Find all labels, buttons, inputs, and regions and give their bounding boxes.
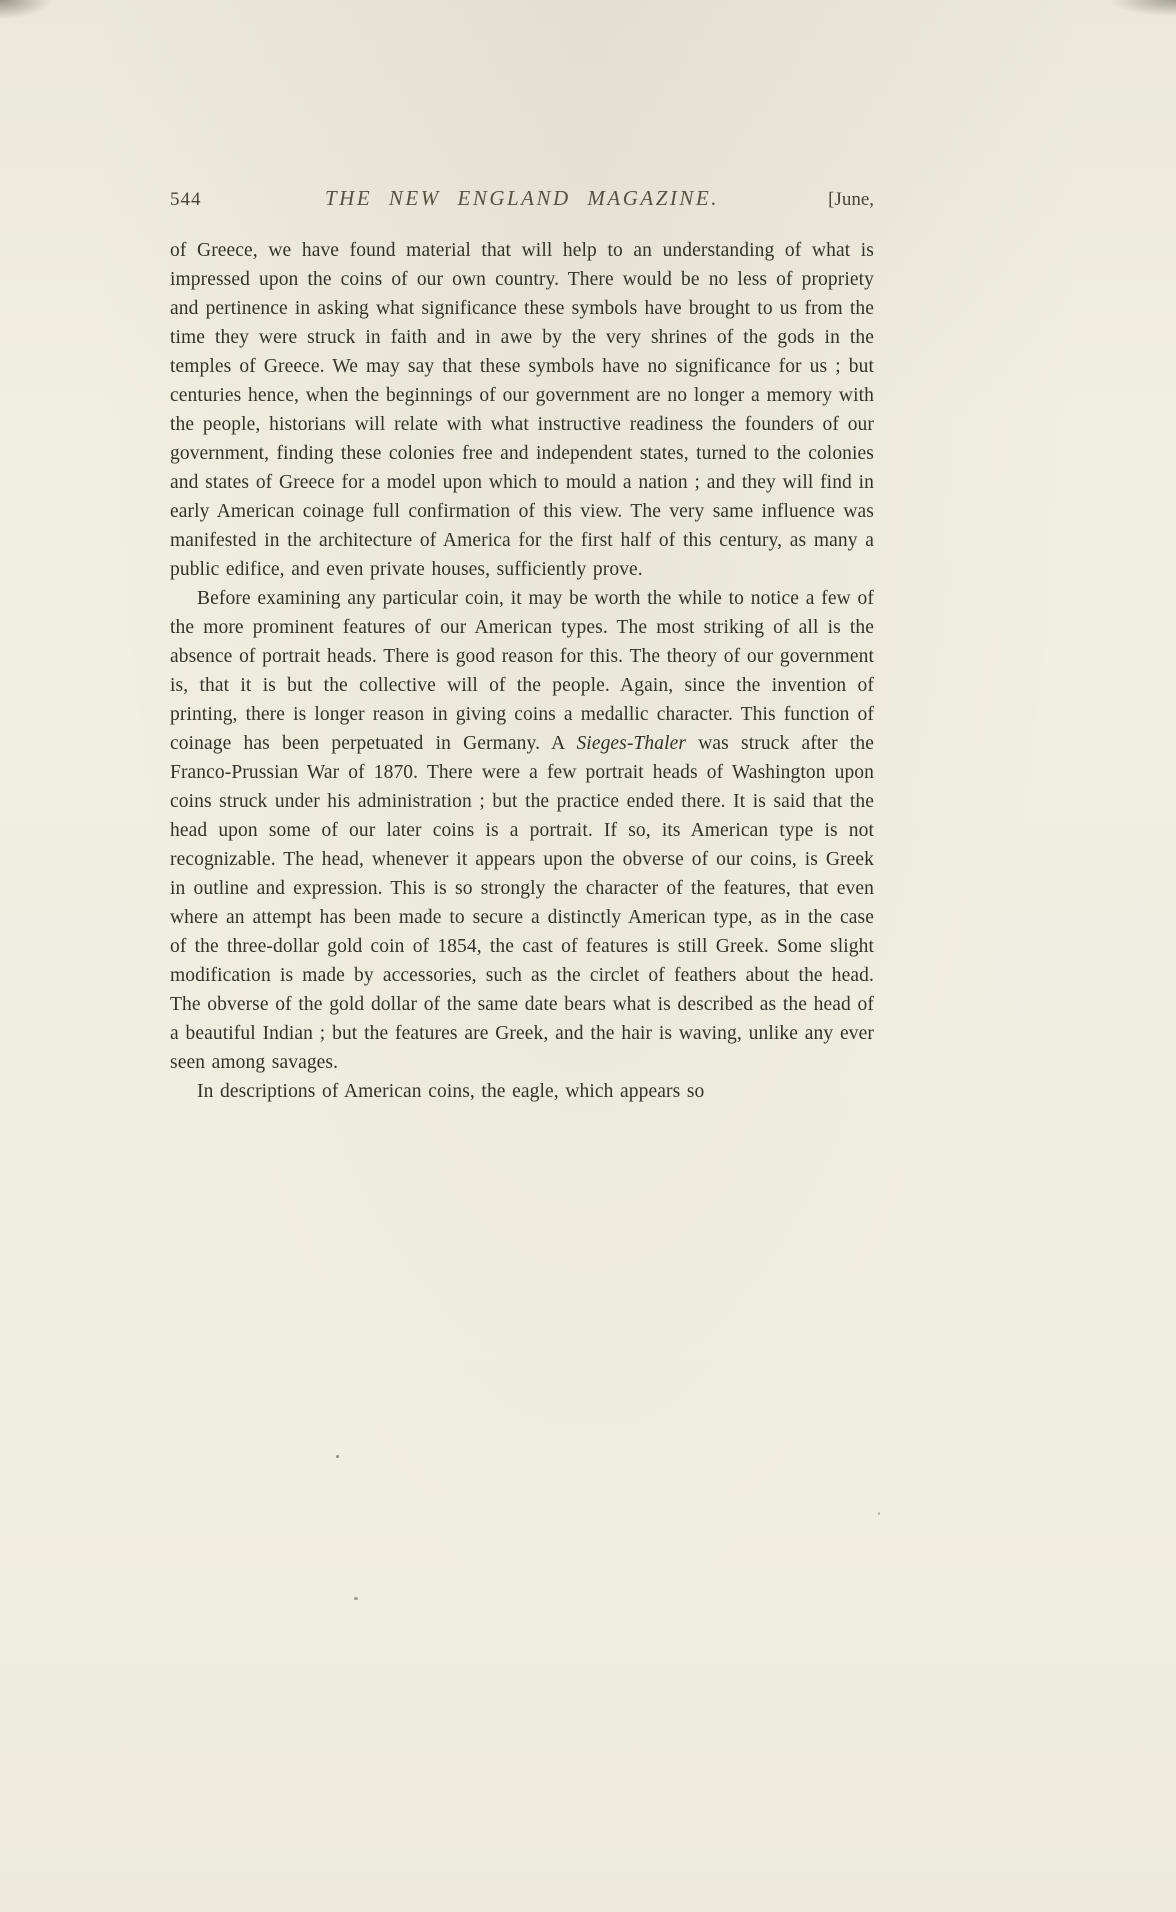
page-header [170,186,874,211]
paragraph-text-italic: Sieges-Thaler [576,733,687,754]
paragraph-text: In descriptions of American coins, the eagle, which appears so [197,1081,705,1102]
page-body [170,236,874,1106]
paragraph-text: of Greece, we have found material that will help to an understanding of what is impressed upon the coins of our own country. There would be no less of propriety and pertinence in asking what significance these symbols have brought to us from the time they were struck in faith and in awe by the very shrines of the gods in the temples of Greece. We may say that these symbols have no significance for us ; but centuries hence, when the beginnings of our government are no longer a memory with the people, historians will relate with what instructive readiness the founders of our government, finding these colonies free and independent states, turned to the colonies and states of Greece for a model upon which to mould a nation ; and they will find in early American coinage full confirmation of this view. The very same influence was manifested in the architecture of America for the first half of this century, as many a public edifice, and even private houses, sufficiently prove. [170,240,874,580]
page-number: 544 [170,189,202,210]
paragraph [170,1077,874,1106]
issue-date: [June, [828,189,874,210]
paragraph [170,584,874,1077]
journal-title: THE NEW ENGLAND MAGAZINE. [325,186,719,210]
page-content [170,186,874,1106]
scan-speck [354,1597,358,1600]
paragraph-text: Before examining any particular coin, it may be worth the while to notice a few of the more prominent features of our American types. The most striking of all is the absence of portrait heads. There is good reason for this. The theory of our government is, that it is but the collective will of the people. Again, since the invention of printing, there is longer reason in giving coins a medallic character. This function of coinage has been perpetuated in Germany. A [170,588,874,754]
scan-speck [336,1455,339,1458]
paragraph-text: was struck after the Franco-Prussian War of 1870. There were a few portrait heads of Washington upon coins struck under his administration ; but the practice ended there. It is said that the head upon some of our later coins is a portrait. If so, its American type is not recognizable. The head, whenever it appears upon the obverse of our coins, is Greek in outline and expression. This is so strongly the character of the features, that even where an attempt has been made to secure a distinctly American type, as in the case of the three-dollar gold coin of 1854, the cast of features is still Greek. Some slight modification is made by accessories, such as the circlet of feathers about the head. The obverse of the gold dollar of the same date bears what is described as the head of a beautiful Indian ; but the features are Greek, and the hair is waving, unlike any ever seen among savages. [170,733,874,1073]
scan-speck [878,1512,880,1515]
paragraph [170,236,874,584]
